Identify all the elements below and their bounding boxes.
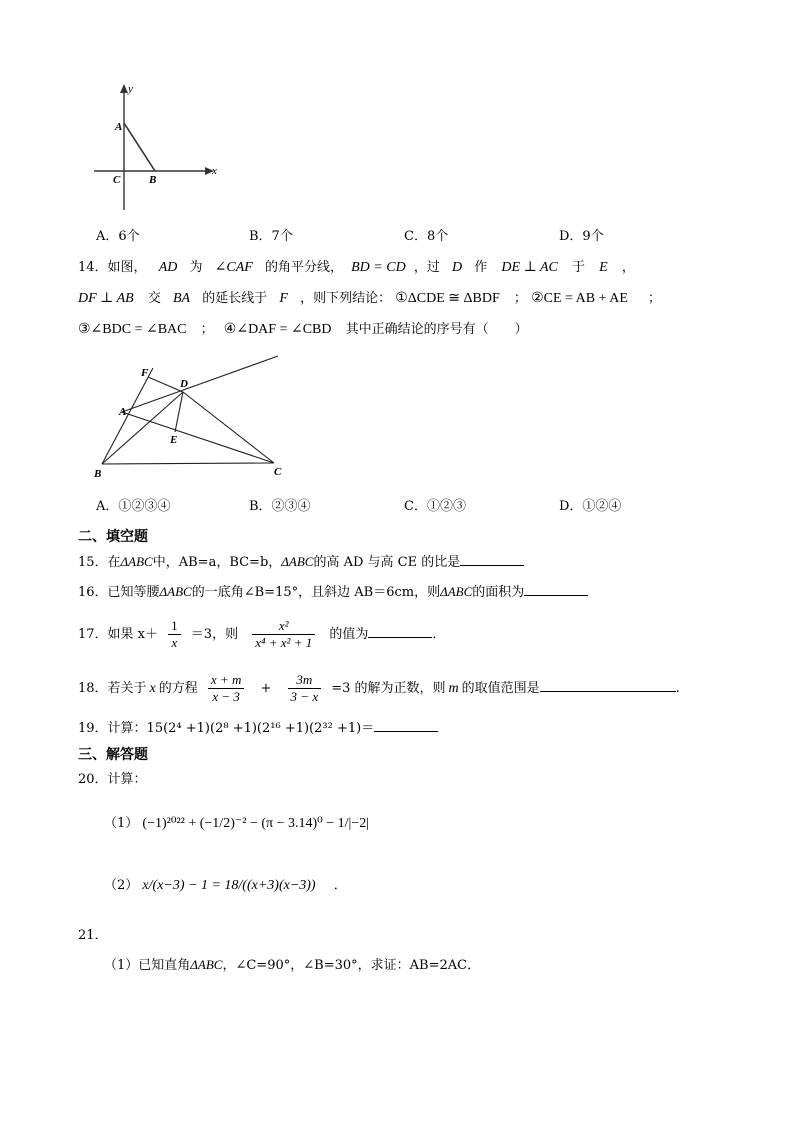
q18-answer-blank[interactable] <box>540 679 676 692</box>
q14-line3: ③∠BDC = ∠BAC ； ④∠DAF = ∠CBD 其中正确结论的序号有（ ） <box>78 322 528 337</box>
q20-title: 20．计算： <box>78 772 147 787</box>
q18-fraction-1: $\frac{x + m}{x - 3}$ <box>208 672 244 705</box>
label-a: A <box>119 406 127 418</box>
q17-fraction-2: $\frac{\text{x²}}{\text{x⁴ + x² + 1}}$ <box>252 618 315 651</box>
q14-option-a: A．①②③④ <box>96 499 171 514</box>
segment-ab <box>124 123 155 171</box>
label-d: D <box>180 378 188 390</box>
q13-figure <box>88 80 228 215</box>
section-fill-in-heading: 二、填空题 <box>78 529 148 545</box>
q20-equation-2: x/(x−3) − 1 = 18/((x+3)(x−3)) <box>142 878 316 893</box>
q15-answer-blank[interactable] <box>460 553 524 566</box>
label-b: B <box>94 468 102 480</box>
label-f: F <box>141 367 149 379</box>
q13-option-a: A．6个 <box>96 229 140 244</box>
line-dc <box>183 392 274 463</box>
q15: 15．在ΔABC中，AB=a，BC=b，ΔABC的高 AD 与高 CE 的比是 <box>78 553 524 571</box>
q19-answer-blank[interactable] <box>374 719 438 732</box>
label-x: x <box>212 165 217 177</box>
label-c: C <box>274 466 282 478</box>
q13-option-d: D．9个 <box>559 229 604 244</box>
q17: 17．如果 x＋ $\frac{1}{x}$ ＝3，则 $\frac{\text{x²}}{\text{x⁴ + x² + 1}}$ 的值为 ． <box>78 618 446 650</box>
q14-line2: DF ⊥ AB 交 BA 的延长线于 F ，则下列结论： ①ΔCDE ≅ ΔBDF ； ②CE = AB + AE ； <box>78 291 662 306</box>
q19: 19．计算：15(2⁴ +1)(2⁸ +1)(2¹⁶ +1)(2³² +1)＝ <box>78 719 438 737</box>
q13-option-c: C．8个 <box>404 229 449 244</box>
q16-answer-blank[interactable] <box>524 583 588 596</box>
label-e: E <box>170 434 178 446</box>
q14-option-d: D．①②④ <box>559 499 622 514</box>
line-bc <box>102 463 274 464</box>
q13-option-b: B．7个 <box>249 229 293 244</box>
q20-part2: （2） x/(x−3) − 1 = 18/((x+3)(x−3)) ． <box>104 878 347 893</box>
q18: 18．若关于 x 的方程 $\frac{x + m}{x - 3}$ + $\frac{3m}{3 - x}$ =3 的解为正数，则 m 的取值范围是 . <box>78 672 680 704</box>
q20-expression-1: (−1)²⁰²² + (−1/2)⁻² − (π − 3.14)⁰ − 1/|−2| <box>142 816 370 831</box>
q14-figure <box>88 350 288 485</box>
label-a: A <box>115 121 123 133</box>
q21-part1: （1）已知直角ΔABC，∠C=90°，∠B=30°，求证：AB=2AC． <box>104 957 481 973</box>
line-ad-ray <box>122 356 278 412</box>
line-bf <box>102 368 153 464</box>
q16: 16．已知等腰ΔABC的一底角∠B=15°，且斜边 AB＝6cm，则ΔABC的面积为 <box>78 583 588 601</box>
q14-option-b: B．②③④ <box>249 499 311 514</box>
q17-answer-blank[interactable] <box>368 625 432 638</box>
line-ac <box>122 412 274 463</box>
label-y: y <box>128 83 133 95</box>
q17-fraction-1: $\frac{1}{x}$ <box>168 618 181 651</box>
q18-fraction-2: $\frac{3m}{3 - x}$ <box>288 672 322 705</box>
q14-line1: 14．如图， AD 为 ∠CAF 的角平分线， BD = CD ，过 D 作 DE ⊥ AC 于 E ， <box>78 260 635 275</box>
q20-part1: （1） (−1)²⁰²² + (−1/2)⁻² − (π − 3.14)⁰ − 1/|−2| <box>104 816 370 831</box>
section-solve-heading: 三、解答题 <box>78 747 148 763</box>
y-axis-arrow <box>120 84 128 93</box>
q21-title: 21． <box>78 928 108 943</box>
label-c: C <box>113 174 121 186</box>
line-df <box>148 377 183 392</box>
q14-option-c: C．①②③ <box>404 499 466 514</box>
label-b: B <box>149 174 157 186</box>
